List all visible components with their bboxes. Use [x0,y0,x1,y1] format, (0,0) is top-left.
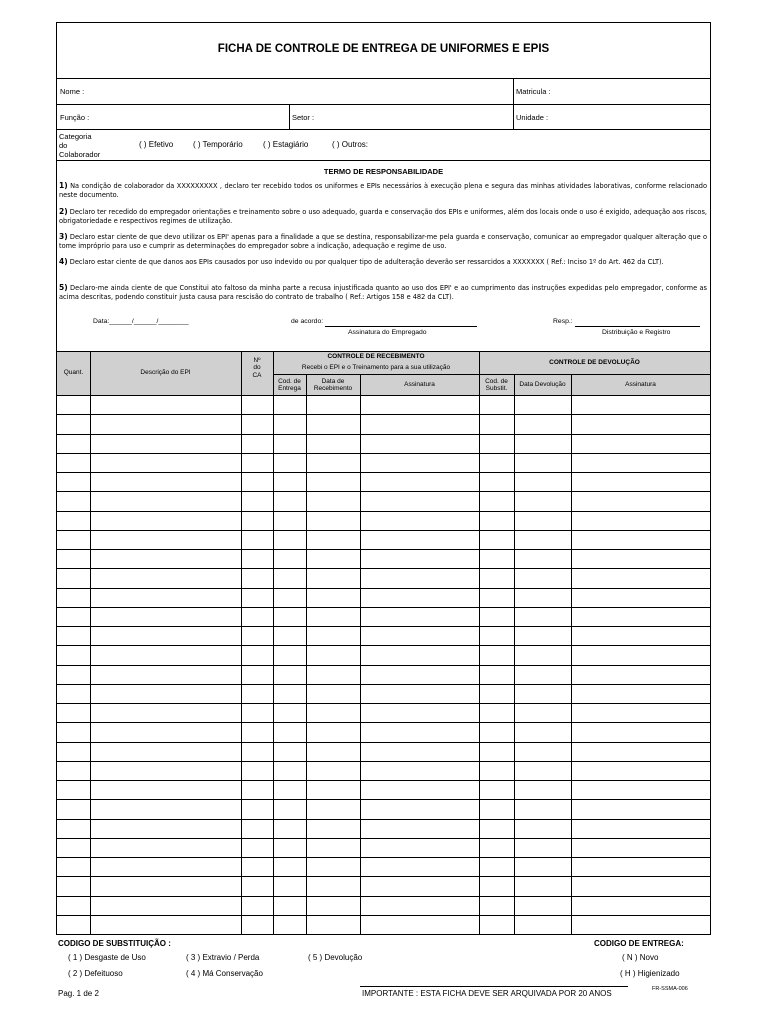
table-row [57,703,710,704]
termo-paragraph-5 [59,283,707,302]
table-column-line [514,374,515,934]
divider [57,78,710,79]
termo-paragraph-2 [59,207,707,226]
col-header-line: Cod. de [278,377,301,385]
col-header-line: Entrega [278,385,301,392]
table-row [57,414,710,415]
setor-field[interactable]: Setor : [292,113,315,122]
paragraph-number: 1) [59,181,68,190]
col-assinatura-header: Assinatura [404,381,435,389]
table-column-line [479,351,480,934]
resp-signature-line[interactable] [575,326,700,327]
unidade-field[interactable]: Unidade : [516,113,549,122]
funcao-field[interactable]: Função : [60,113,90,122]
table-row [57,588,710,589]
table-row [57,491,710,492]
categoria-label [59,132,100,159]
table-row [57,434,710,435]
col-assinatura-dev-header: Assinatura [625,381,656,389]
form-title: FICHA DE CONTROLE DE ENTREGA DE UNIFORMES E EPIS [217,43,550,55]
distribuicao-caption: Distribuição e Registro [602,329,671,336]
table-row [57,530,710,531]
legend-item: ( 1 ) Desgaste de Uso [68,953,146,962]
categoria-label-line: Colaborador [59,150,101,159]
matricula-field[interactable]: Matricula : [516,87,551,96]
legend-item: ( 5 ) Devolução [308,953,363,962]
table-row [57,761,710,762]
devolucao-title: CONTROLE DE DEVOLUÇÃO [549,358,640,366]
table-row [57,934,710,935]
table-column-line [273,351,274,934]
form-code: FR-SSMA-006 [652,986,688,992]
col-header-line: Data de [321,377,345,385]
table-row [57,780,710,781]
col-ca-line: CA [252,371,262,379]
col-descricao-header: Descrição do EPI [140,369,191,377]
option-estagiario[interactable]: ( ) Estagiário [263,140,309,149]
categoria-label-line: Categoria [59,132,92,141]
substituicao-title: CODIGO DE SUBSTITUIÇÃO : [58,939,171,948]
termo-paragraph-1 [59,181,707,200]
divider [513,78,514,129]
table-column-line [90,351,91,934]
legend-item: ( N ) Novo [622,953,659,962]
table-row [57,665,710,666]
recebimento-subtitle: Recebi o EPI e o Treinamento para a sua utilização [301,364,451,372]
paragraph-text: Na condição de colaborador da XXXXXXXXX , declaro ter recebido todos os uniformes e EPIs necessários à execução plena e segura das minhas atividades laborativas, conforme relacionado neste documento. [59,182,707,199]
employee-signature-caption: Assinatura do Empregado [348,329,427,336]
acordo-label: de acordo: [291,318,324,325]
table-row [57,453,710,454]
table-row [57,684,710,685]
table-row [57,607,710,608]
option-outros[interactable]: ( ) Outros: [332,140,369,149]
table-column-line [241,351,242,934]
table-row [57,742,710,743]
paragraph-number: 4) [59,257,68,266]
termo-paragraph-3 [59,232,707,251]
col-header-line: Substit. [485,385,508,392]
table-row [57,511,710,512]
table-row [57,819,710,820]
paragraph-text: Declaro estar ciente de que danos aos EPIs causados por uso indevido ou por qualquer tipo de adulteração deverão ser ressarcidos a XXXXXXX ( Ref.: Inciso 1º do Art. 462 da CLT). [67,258,664,266]
resp-label: Resp.: [553,318,573,325]
col-ca-header [241,353,273,383]
legend-item: ( 2 ) Defeituoso [68,969,123,978]
table-row [57,838,710,839]
table-column-line [360,374,361,934]
paragraph-text: Declaro estar ciente de que devo utilizar os EPI' apenas para a finalidade a que se destina, responsabilizar-me pela guarda e conservação, comunicar ao empregador qualquer alteração que o tome impróprio para uso e cumprir as determinações do empregador sobre a indicação, adequação e regime de uso. [59,233,707,250]
table-row [57,857,710,858]
col-quant-header: Quant. [63,369,84,377]
col-header-line: Cod. de [485,377,508,385]
table-row [57,472,710,473]
table-row [57,626,710,627]
col-ca-line: Nº [253,356,261,364]
table-header-line [57,395,710,396]
divider [57,160,710,161]
form-frame [56,22,711,935]
divider [57,129,710,130]
col-cod-subst-header [479,375,514,395]
col-data-devolucao-header: Data Devolução [519,381,566,389]
recebimento-title: CONTROLE DE RECEBIMENTO [327,352,425,360]
table-row [57,915,710,916]
termo-paragraph-4 [59,257,707,267]
table-column-line [306,374,307,934]
paragraph-text: Declaro ter recedido do empregador orientações e treinamento sobre o uso adequado, guarda e conservação dos EPIs e uniformes, além dos locais onde o uso é exigido, adequação aos riscos, obrigatoriedade e respectivos regimes de utilização. [59,208,707,225]
employee-signature-line[interactable] [325,326,477,327]
table-row [57,549,710,550]
divider [360,986,628,987]
col-header-line: Recebimento [313,385,353,392]
paragraph-number: 2) [59,207,68,216]
entrega-title: CODIGO DE ENTREGA: [594,939,684,948]
option-temporario[interactable]: ( ) Temporário [193,140,243,149]
nome-field[interactable]: Nome : [60,87,85,96]
table-row [57,722,710,723]
divider [57,104,710,105]
legend-item: ( 4 ) Má Conservação [186,969,263,978]
data-field[interactable]: Data:______/______/________ [93,318,189,325]
legend-item: ( H ) Higienizado [620,969,680,978]
table-row [57,876,710,877]
paragraph-text: Declaro-me ainda ciente de que Constitui ato faltoso da minha parte a recusa injustificada quanto ao uso dos EPI' e ao cumprimento das instruções expedidas pelo empregador, conforme as acima descritas, podendo constituir justa causa para rescisão do contrato de trabalho ( Ref.: Artigos 158 e 482 da CLT). [59,284,707,301]
legend-item: ( 3 ) Extravio / Perda [186,953,260,962]
table-row [57,645,710,646]
col-data-receb-header [306,375,360,395]
importante-note: IMPORTANTE : ESTA FICHA DEVE SER ARQUIVADA POR 20 ANOS [362,989,612,998]
col-cod-entrega-header [273,375,306,395]
table-row [57,799,710,800]
page-number: Pag. 1 de 2 [58,989,99,998]
table-column-line [571,374,572,934]
divider [289,104,290,129]
col-ca-line: do [253,364,261,372]
categoria-label-line: do [59,141,68,150]
option-efetivo[interactable]: ( ) Efetivo [139,140,174,149]
table-row [57,568,710,569]
paragraph-number: 5) [59,283,68,292]
termo-heading: TERMO DE RESPONSABILIDADE [323,167,444,176]
table-row [57,896,710,897]
paragraph-number: 3) [59,232,68,241]
